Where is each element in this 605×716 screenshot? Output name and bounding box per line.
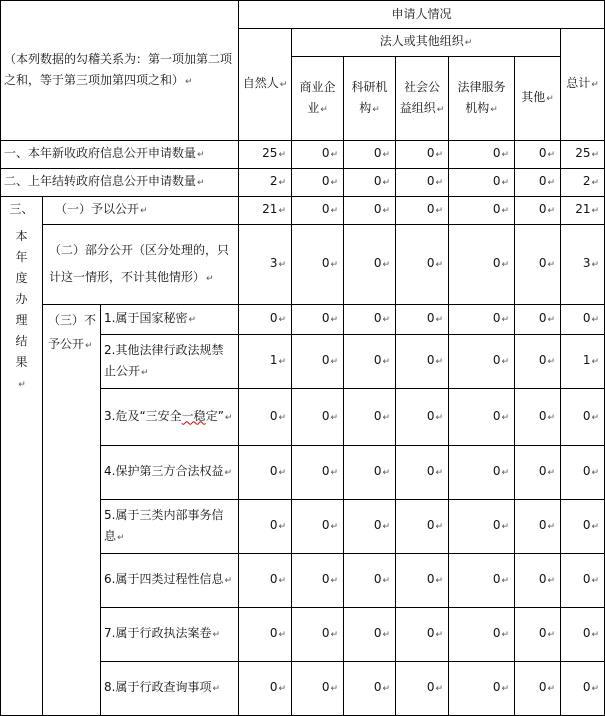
- row-label: 3.危及“三安全一稳定”↵: [101, 389, 239, 446]
- paragraph-mark: ↵: [435, 206, 443, 216]
- not-disclosed-label: （三）不予公开↵: [43, 305, 101, 716]
- value-cell: 25↵: [561, 141, 605, 169]
- value-cell: 0↵: [344, 662, 396, 716]
- section-title-char: 年: [15, 250, 28, 264]
- value-cell: 0↵: [292, 305, 344, 335]
- paragraph-mark: ↵: [546, 94, 554, 104]
- col-label: 科研机构: [351, 79, 388, 115]
- value-cell: 0↵: [515, 305, 561, 335]
- paragraph-mark: ↵: [547, 260, 555, 270]
- table-row: [1, 141, 605, 169]
- value-cell: 0↵: [344, 225, 396, 305]
- value-cell: 0↵: [292, 389, 344, 446]
- paragraph-mark: ↵: [501, 630, 509, 640]
- paragraph-mark: ↵: [279, 80, 288, 90]
- value-cell: 0↵: [561, 662, 605, 716]
- value-cell: 1↵: [561, 335, 605, 389]
- natural-person-label: 自然人: [242, 76, 279, 90]
- value-cell: 21↵: [561, 197, 605, 225]
- value-cell: 0↵: [292, 554, 344, 608]
- paragraph-mark: ↵: [330, 178, 338, 188]
- paragraph-mark: ↵: [330, 260, 338, 270]
- paragraph-mark: ↵: [591, 357, 600, 367]
- paragraph-mark: ↵: [278, 150, 286, 160]
- row-label: 4.保护第三方合法权益↵: [101, 446, 239, 500]
- value-cell: 0↵: [515, 608, 561, 662]
- paragraph-mark: ↵: [382, 178, 390, 188]
- paragraph-mark: ↵: [278, 412, 286, 423]
- paragraph-mark: ↵: [591, 260, 600, 270]
- paragraph-mark: ↵: [501, 150, 509, 160]
- value-cell: 0↵: [515, 500, 561, 554]
- paragraph-mark: ↵: [547, 206, 555, 216]
- paragraph-mark: ↵: [117, 532, 125, 543]
- value-cell: 0↵: [561, 554, 605, 608]
- table-row: [1, 169, 605, 197]
- value-cell: 0↵: [396, 389, 449, 446]
- row-label: （一）予以公开↵: [43, 197, 239, 225]
- value-cell: 0↵: [344, 169, 396, 197]
- value-cell: 0↵: [344, 335, 396, 389]
- header-note-cell: [1, 1, 239, 141]
- value-cell: 2↵: [239, 169, 292, 197]
- paragraph-mark: ↵: [435, 357, 443, 367]
- paragraph-mark: ↵: [591, 630, 600, 640]
- value-cell: 0↵: [239, 446, 292, 500]
- paragraph-mark: ↵: [212, 684, 220, 694]
- value-cell: 0↵: [515, 225, 561, 305]
- paragraph-mark: ↵: [278, 522, 286, 532]
- paragraph-mark: ↵: [435, 576, 443, 586]
- paragraph-mark: ↵: [382, 684, 390, 694]
- value-cell: 1↵: [239, 335, 292, 389]
- paragraph-mark: ↵: [591, 468, 600, 478]
- paragraph-mark: ↵: [278, 315, 286, 325]
- value-cell: 0↵: [292, 662, 344, 716]
- paragraph-mark: ↵: [501, 684, 509, 694]
- paragraph-mark: ↵: [547, 522, 555, 532]
- row-label: 一、本年新收政府信息公开申请数量↵: [1, 141, 239, 169]
- paragraph-mark: ↵: [330, 684, 338, 694]
- paragraph-mark: ↵: [212, 630, 220, 640]
- paragraph-mark: ↵: [382, 357, 390, 367]
- col-header-research: [344, 57, 396, 141]
- paragraph-mark: ↵: [330, 412, 338, 423]
- paragraph-mark: ↵: [435, 684, 443, 694]
- paragraph-mark: ↵: [501, 412, 509, 423]
- paragraph-mark: ↵: [501, 178, 509, 188]
- value-cell: 0↵: [515, 389, 561, 446]
- paragraph-mark: ↵: [591, 150, 600, 160]
- natural-person-header: [239, 29, 292, 141]
- paragraph-mark: ↵: [435, 522, 443, 532]
- paragraph-mark: ↵: [278, 630, 286, 640]
- paragraph-mark: ↵: [278, 260, 286, 270]
- paragraph-mark: ↵: [382, 576, 390, 586]
- paragraph-mark: ↵: [330, 630, 338, 640]
- paragraph-mark: ↵: [547, 178, 555, 188]
- total-header: [561, 29, 605, 141]
- col-header-other: [515, 57, 561, 141]
- value-cell: 0↵: [344, 608, 396, 662]
- value-cell: 0↵: [515, 141, 561, 169]
- col-label: 其他: [521, 90, 546, 104]
- value-cell: 21↵: [239, 197, 292, 225]
- paragraph-mark: ↵: [501, 206, 509, 216]
- paragraph-mark: ↵: [224, 468, 232, 478]
- value-cell: 0↵: [239, 608, 292, 662]
- paragraph-mark: ↵: [547, 150, 555, 160]
- value-cell: 0↵: [449, 197, 515, 225]
- value-cell: 0↵: [344, 500, 396, 554]
- section-title-char: 办: [15, 292, 28, 306]
- paragraph-mark: ↵: [547, 315, 555, 325]
- paragraph-mark: ↵: [436, 104, 445, 115]
- table-row: [1, 305, 605, 335]
- paragraph-mark: ↵: [382, 315, 390, 325]
- paragraph-mark: ↵: [197, 150, 205, 160]
- value-cell: 0↵: [515, 446, 561, 500]
- value-cell: 0↵: [396, 335, 449, 389]
- value-cell: 0↵: [561, 500, 605, 554]
- value-cell: 0↵: [396, 169, 449, 197]
- value-cell: 0↵: [344, 197, 396, 225]
- paragraph-mark: ↵: [382, 630, 390, 640]
- paragraph-mark: ↵: [591, 576, 600, 586]
- paragraph-mark: ↵: [435, 150, 443, 160]
- value-cell: 0↵: [561, 446, 605, 500]
- value-cell: 0↵: [449, 500, 515, 554]
- paragraph-mark: ↵: [278, 468, 286, 478]
- value-cell: 0↵: [396, 141, 449, 169]
- paragraph-mark: ↵: [330, 315, 338, 325]
- paragraph-mark: ↵: [501, 315, 509, 325]
- paragraph-mark: ↵: [382, 468, 390, 478]
- paragraph-mark: ↵: [501, 522, 509, 532]
- paragraph-mark: ↵: [501, 576, 509, 586]
- value-cell: 0↵: [344, 389, 396, 446]
- row-label: 6.属于四类过程性信息↵: [101, 554, 239, 608]
- value-cell: 0↵: [449, 608, 515, 662]
- paragraph-mark: ↵: [382, 260, 390, 270]
- value-cell: 0↵: [344, 554, 396, 608]
- row-label: 7.属于行政执法案卷↵: [101, 608, 239, 662]
- col-header-commercial: [292, 57, 344, 141]
- paragraph-mark: ↵: [591, 522, 600, 532]
- spellcheck-underline: 一稳: [181, 408, 206, 423]
- value-cell: 0↵: [449, 225, 515, 305]
- paragraph-mark: ↵: [206, 273, 214, 284]
- legal-entity-header: [292, 29, 561, 57]
- table-row: [1, 225, 605, 305]
- paragraph-mark: ↵: [197, 178, 205, 188]
- section-title-char: 度: [15, 271, 28, 285]
- paragraph-mark: ↵: [382, 412, 390, 423]
- paragraph-mark: ↵: [435, 260, 443, 270]
- value-cell: 0↵: [449, 141, 515, 169]
- paragraph-mark: ↵: [547, 684, 555, 694]
- paragraph-mark: ↵: [547, 468, 555, 478]
- value-cell: 0↵: [239, 662, 292, 716]
- paragraph-mark: ↵: [278, 206, 286, 216]
- paragraph-mark: ↵: [278, 684, 286, 694]
- paragraph-mark: ↵: [330, 576, 338, 586]
- paragraph-mark: ↵: [435, 468, 443, 478]
- value-cell: 0↵: [292, 500, 344, 554]
- paragraph-mark: ↵: [591, 412, 600, 423]
- paragraph-mark: ↵: [330, 206, 338, 216]
- header-note: （本列数据的勾稽关系为：第一项加第二项之和，等于第三项加第四项之和）: [4, 51, 233, 87]
- value-cell: 0↵: [449, 554, 515, 608]
- value-cell: 0↵: [449, 305, 515, 335]
- paragraph-mark: ↵: [224, 412, 233, 423]
- paragraph-mark: ↵: [591, 178, 600, 188]
- paragraph-mark: ↵: [330, 468, 338, 478]
- row-label: 5.属于三类内部事务信息↵: [101, 500, 239, 554]
- value-cell: 0↵: [396, 446, 449, 500]
- paragraph-mark: ↵: [435, 412, 443, 423]
- value-cell: 25↵: [239, 141, 292, 169]
- value-cell: 0↵: [239, 500, 292, 554]
- section-title-char: 结: [15, 334, 28, 348]
- paragraph-mark: ↵: [591, 80, 599, 90]
- paragraph-mark: ↵: [372, 104, 380, 115]
- value-cell: 0↵: [449, 335, 515, 389]
- paragraph-mark: ↵: [140, 206, 148, 216]
- value-cell: 0↵: [396, 608, 449, 662]
- col-header-public-welfare: [396, 57, 449, 141]
- paragraph-mark: ↵: [501, 468, 509, 478]
- paragraph-mark: ↵: [185, 76, 193, 87]
- value-cell: 0↵: [396, 554, 449, 608]
- value-cell: 0↵: [449, 662, 515, 716]
- paragraph-mark: ↵: [382, 522, 390, 532]
- value-cell: 0↵: [239, 389, 292, 446]
- paragraph-mark: ↵: [464, 38, 473, 48]
- paragraph-mark: ↵: [490, 104, 498, 115]
- value-cell: 0↵: [449, 446, 515, 500]
- paragraph-mark: ↵: [435, 315, 443, 325]
- paragraph-mark: ↵: [547, 630, 555, 640]
- legal-entity-label: 法人或其他组织: [379, 34, 464, 48]
- paragraph-mark: ↵: [547, 357, 555, 367]
- paragraph-mark: ↵: [85, 341, 93, 351]
- paragraph-mark: ↵: [547, 576, 555, 586]
- paragraph-mark: ↵: [591, 684, 600, 694]
- section-title-char: 本: [15, 229, 28, 243]
- value-cell: 0↵: [292, 608, 344, 662]
- col-label: 社会公益组织: [399, 79, 440, 115]
- value-cell: 0↵: [396, 500, 449, 554]
- col-label: 法律服务机构: [457, 79, 506, 115]
- section-title-char: 理: [15, 313, 28, 327]
- value-cell: 3↵: [561, 225, 605, 305]
- value-cell: 0↵: [396, 225, 449, 305]
- paragraph-mark: ↵: [435, 178, 443, 188]
- row-label: 二、上年结转政府信息公开申请数量↵: [1, 169, 239, 197]
- paragraph-mark: ↵: [278, 576, 286, 586]
- paragraph-mark: ↵: [320, 104, 328, 115]
- paragraph-mark: ↵: [591, 206, 600, 216]
- paragraph-mark: ↵: [382, 150, 390, 160]
- paragraph-mark: ↵: [188, 315, 196, 325]
- value-cell: 0↵: [561, 608, 605, 662]
- value-cell: 0↵: [396, 305, 449, 335]
- value-cell: 0↵: [449, 389, 515, 446]
- paragraph-mark: ↵: [224, 576, 232, 586]
- value-cell: 0↵: [515, 335, 561, 389]
- col-label: 商业企业: [299, 79, 336, 115]
- section-title-char: 果: [15, 355, 28, 369]
- row-label: 2.其他法律行政法规禁止公开↵: [101, 335, 239, 389]
- value-cell: 0↵: [292, 169, 344, 197]
- row-label: 8.属于行政查询事项↵: [101, 662, 239, 716]
- value-cell: 0↵: [292, 197, 344, 225]
- value-cell: 0↵: [515, 554, 561, 608]
- paragraph-mark: ↵: [435, 630, 443, 640]
- paragraph-mark: ↵: [501, 357, 509, 367]
- value-cell: 0↵: [561, 389, 605, 446]
- paragraph-mark: ↵: [330, 150, 338, 160]
- paragraph-mark: ↵: [382, 206, 390, 216]
- value-cell: 0↵: [344, 446, 396, 500]
- value-cell: 0↵: [449, 169, 515, 197]
- paragraph-mark: ↵: [591, 315, 600, 325]
- total-label: 总计: [566, 76, 591, 90]
- paragraph-mark: ↵: [330, 357, 338, 367]
- value-cell: 0↵: [515, 197, 561, 225]
- value-cell: 0↵: [292, 225, 344, 305]
- col-header-legal-service: [449, 57, 515, 141]
- value-cell: 0↵: [344, 305, 396, 335]
- value-cell: 0↵: [396, 662, 449, 716]
- value-cell: 0↵: [515, 169, 561, 197]
- value-cell: 0↵: [515, 662, 561, 716]
- applicant-header: [239, 1, 605, 29]
- value-cell: 0↵: [292, 446, 344, 500]
- row-label: （二）部分公开（区分处理的，只计这一情形，不计其他情形）↵: [43, 225, 239, 305]
- applicant-header-label: 申请人情况: [391, 7, 452, 21]
- paragraph-mark: ↵: [278, 178, 286, 188]
- value-cell: 0↵: [396, 197, 449, 225]
- paragraph-mark: ↵: [141, 367, 149, 378]
- paragraph-mark: ↵: [547, 412, 555, 423]
- paragraph-mark: ↵: [18, 380, 26, 390]
- value-cell: 0↵: [239, 554, 292, 608]
- section-number: 三、: [9, 202, 34, 216]
- section-three-label: [1, 197, 43, 716]
- value-cell: 0↵: [292, 141, 344, 169]
- value-cell: 3↵: [239, 225, 292, 305]
- paragraph-mark: ↵: [501, 260, 509, 270]
- value-cell: 2↵: [561, 169, 605, 197]
- paragraph-mark: ↵: [278, 357, 286, 367]
- value-cell: 0↵: [561, 305, 605, 335]
- row-label: 1.属于国家秘密↵: [101, 305, 239, 335]
- value-cell: 0↵: [239, 305, 292, 335]
- value-cell: 0↵: [344, 141, 396, 169]
- value-cell: 0↵: [292, 335, 344, 389]
- paragraph-mark: ↵: [330, 522, 338, 532]
- table-row: [1, 197, 605, 225]
